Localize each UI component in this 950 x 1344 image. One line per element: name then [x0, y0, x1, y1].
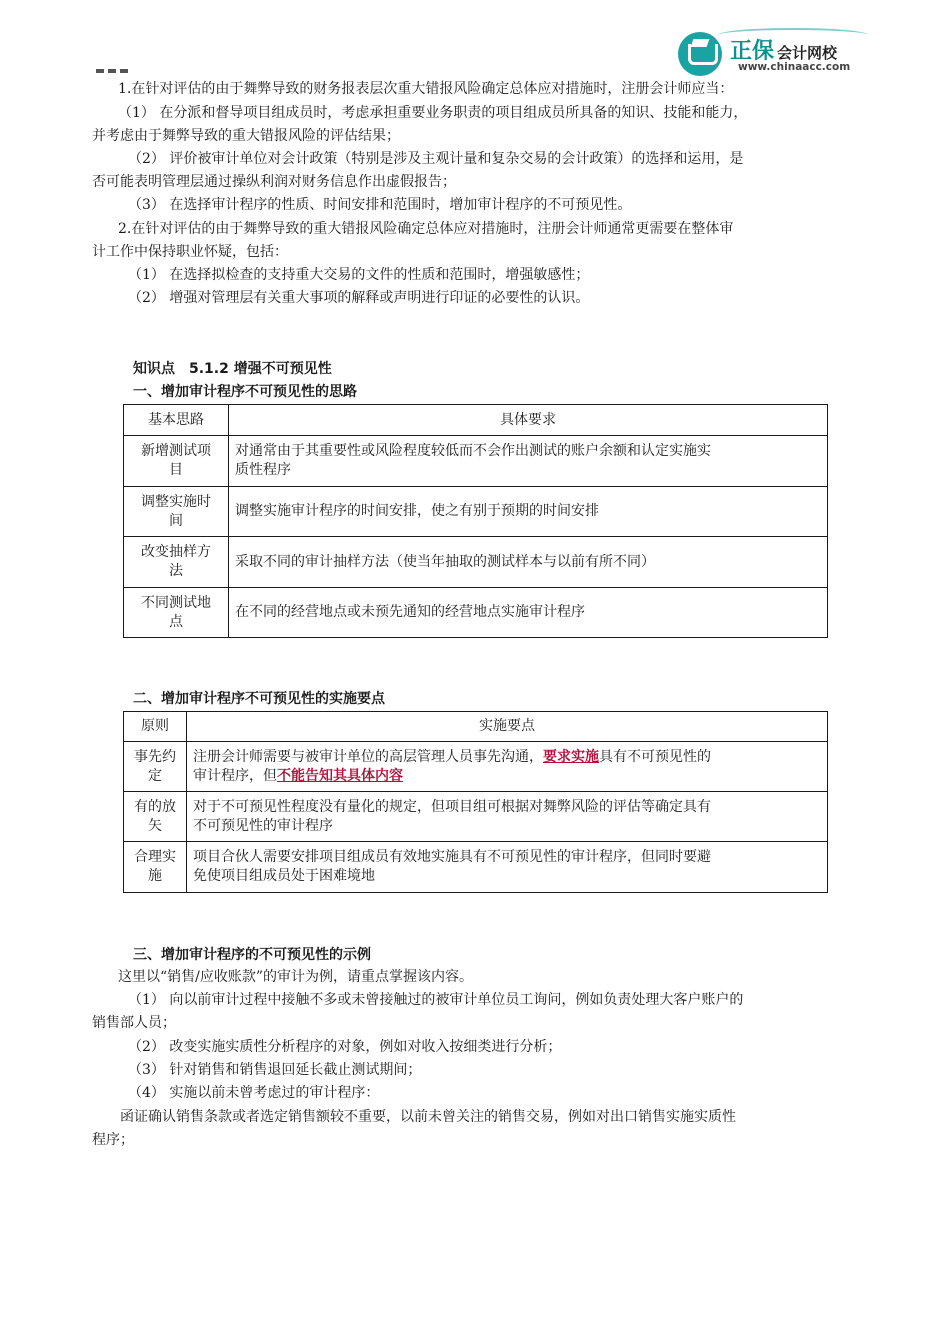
table-cell-detail: 调整实施审计程序的时间安排，使之有别于预期的时间安排 [229, 487, 828, 537]
item-2-2: （2） 增强对管理层有关重大事项的解释或声明进行印证的必要性的认识。 [128, 290, 590, 306]
item-2-1: （1） 在选择拟检查的支持重大交易的文件的性质和范围时，增强敏感性； [128, 267, 590, 283]
table-row [124, 792, 828, 842]
paragraph-2-line-2: 计工作中保持职业怀疑，包括： [92, 244, 288, 260]
example-1-line-1: （1） 向以前审计过程中接触不多或未曾接触过的被审计单位员工询问，例如负责处理大客户账户的 [128, 992, 744, 1008]
logo-subtitle: 会计网校 [777, 44, 838, 62]
table-cell-principle: 改变抽样方 法 [124, 537, 229, 588]
cropped-text-fragment [96, 58, 136, 64]
table-row [124, 436, 828, 487]
example-1-line-2: 销售部人员； [92, 1015, 176, 1031]
table-cell-principle: 调整实施时 间 [124, 487, 229, 537]
table-header-cell: 实施要点 [187, 712, 828, 742]
table-header-row [124, 712, 828, 742]
logo-emblem-icon [678, 32, 722, 76]
section-3-intro: 这里以“销售/应收账款”的审计为例，请重点掌握该内容。 [118, 969, 474, 985]
table-cell-detail: 对于不可预见性程度没有量化的规定，但项目组可根据对舞弊风险的评估等确定具有 不可预见性的审计程序 [187, 792, 828, 842]
item-1-2-line-1: （2） 评价被审计单位对会计政策（特别是涉及主观计量和复杂交易的会计政策）的选择和运用，是 [128, 151, 744, 167]
table-cell-detail: 在不同的经营地点或未预先通知的经营地点实施审计程序 [229, 588, 828, 638]
paragraph-2-line-1: 2.在针对评估的由于舞弊导致的重大错报风险确定总体应对措施时，注册会计师通常更需要在整体审 [118, 221, 734, 237]
example-3: （3） 针对销售和销售退回延长截止测试期间； [128, 1062, 422, 1078]
section-3-heading: 三、增加审计程序的不可预见性的示例 [133, 947, 371, 963]
table-header-cell: 原则 [124, 712, 187, 742]
table-row [124, 537, 828, 588]
highlight-do-not-disclose: 不能告知其具体内容 [277, 767, 403, 784]
highlight-require: 要求实施 [543, 748, 599, 765]
item-1-1-line-2: 并考虑由于舞弊导致的重大错报风险的评估结果； [92, 128, 400, 144]
brand-logo[interactable] [678, 28, 868, 78]
example-4-detail-line-1: 函证确认销售条款或者选定销售额较不重要，以前未曾关注的销售交易，例如对出口销售实施实质性 [120, 1109, 736, 1125]
table-cell-principle: 新增测试项 目 [124, 436, 229, 487]
table-header-cell: 具体要求 [229, 405, 828, 436]
knowledge-point-title: 知识点 5.1.2 增强不可预见性 [133, 361, 332, 377]
example-2: （2） 改变实施实质性分析程序的对象，例如对收入按细类进行分析； [128, 1039, 562, 1055]
table-row [124, 842, 828, 893]
table-cell-detail: 采取不同的审计抽样方法（使当年抽取的测试样本与以前有所不同） [229, 537, 828, 588]
item-1-3: （3） 在选择审计程序的性质、时间安排和范围时，增加审计程序的不可预见性。 [128, 197, 632, 213]
unpredictability-implementation-table [123, 711, 828, 893]
logo-brand: 正保 [730, 39, 775, 64]
table-header-cell: 基本思路 [124, 405, 229, 436]
paragraph-1: 1.在针对评估的由于舞弊导致的财务报表层次重大错报风险确定总体应对措施时，注册会计师应当： [118, 81, 734, 97]
table-cell-detail: 注册会计师需要与被审计单位的高层管理人员事先沟通，要求实施具有不可预见性的 审计程序，但不能告知其具体内容 [187, 742, 828, 792]
table-header-row [124, 405, 828, 436]
table-row [124, 487, 828, 537]
table2-heading: 二、增加审计程序不可预见性的实施要点 [133, 691, 385, 707]
example-4: （4） 实施以前未曾考虑过的审计程序： [128, 1085, 380, 1101]
item-1-1-line-1: （1） 在分派和督导项目组成员时，考虑承担重要业务职责的项目组成员所具备的知识、技能和能力， [118, 105, 748, 121]
item-1-2-line-2: 否可能表明管理层通过操纵利润对财务信息作出虚假报告； [92, 174, 456, 190]
table-cell-principle: 不同测试地 点 [124, 588, 229, 638]
table-row [124, 588, 828, 638]
logo-url: www.chinaacc.com [738, 61, 851, 73]
example-4-detail-line-2: 程序； [92, 1132, 134, 1148]
table-cell-detail: 项目合伙人需要安排项目组成员有效地实施具有不可预见性的审计程序，但同时要避 免使项目组成员处于困难境地 [187, 842, 828, 893]
unpredictability-approach-table [123, 404, 828, 638]
table-row [124, 742, 828, 792]
table-cell-detail: 对通常由于其重要性或风险程度较低而不会作出测试的账户余额和认定实施实 质性程序 [229, 436, 828, 487]
table-cell-principle: 有的放 矢 [124, 792, 187, 842]
table-cell-principle: 合理实 施 [124, 842, 187, 893]
table-cell-principle: 事先约 定 [124, 742, 187, 792]
table1-heading: 一、增加审计程序不可预见性的思路 [133, 384, 357, 400]
